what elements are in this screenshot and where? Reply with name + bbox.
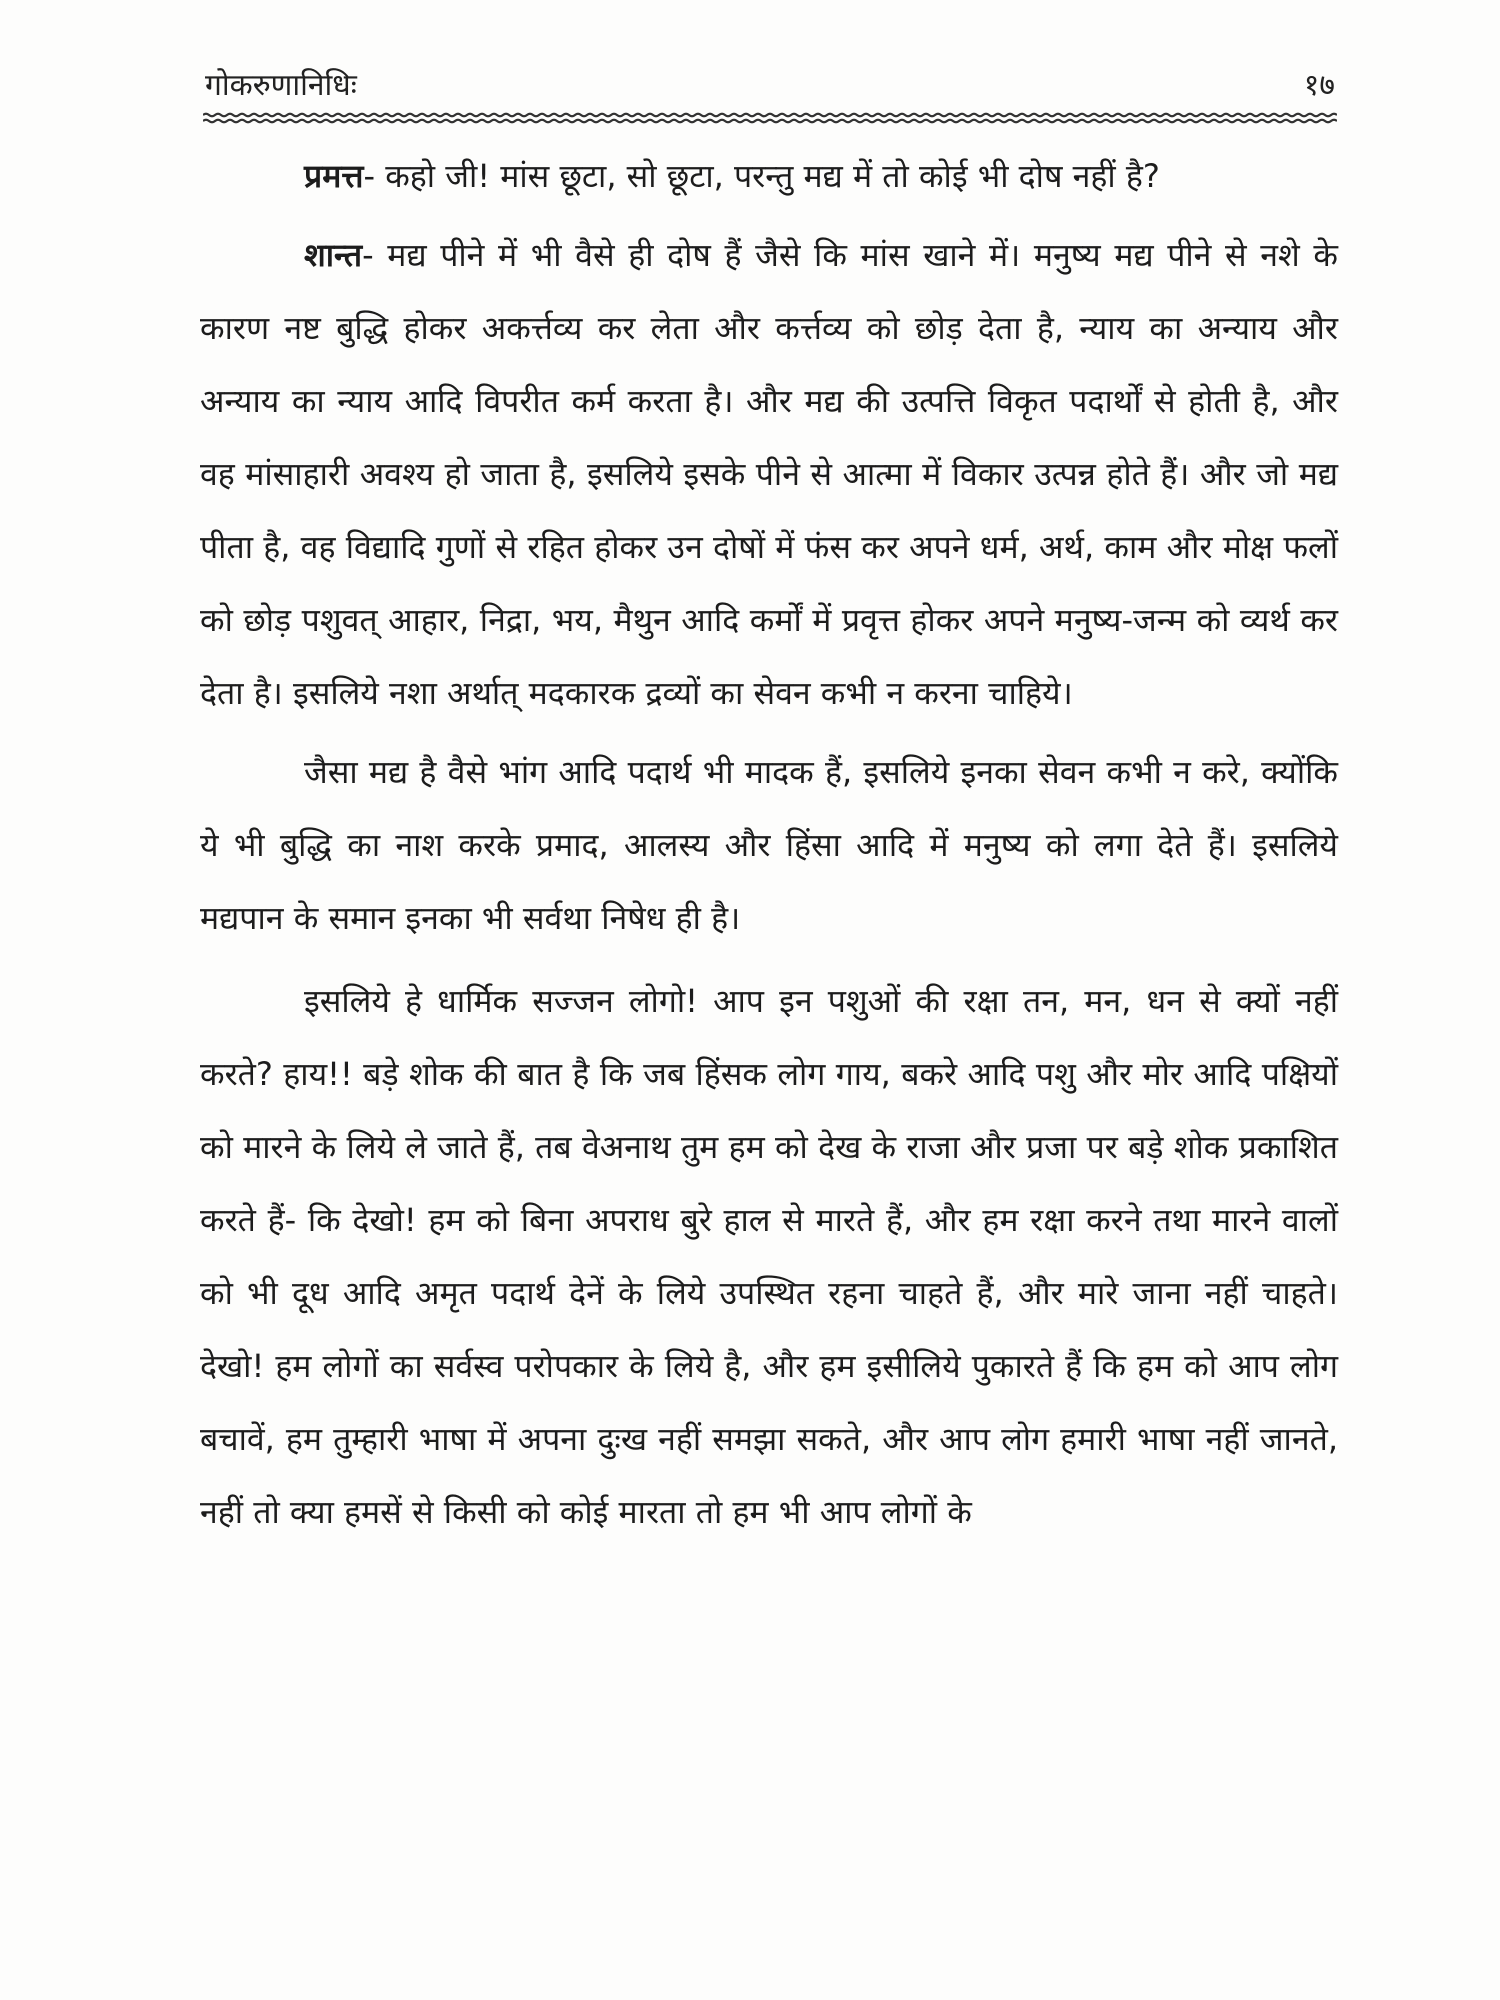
page-header xyxy=(205,62,1335,110)
body-text xyxy=(200,140,1338,1555)
speaker-label: प्रमत्त xyxy=(304,157,364,195)
paragraph-text: - मद्य पीने में भी वैसे ही दोष हैं जैसे कि मांस खाने में। मनुष्य मद्य पीने से नशे के कारण नष्ट बुद्धि होकर अकर्त्तव्य कर लेता और कर्त्तव्य को छोड़ देता है, न्याय का अन्याय और अन्याय का न्याय आदि विपरीत कर्म करता है। और मद्य की उत्पत्ति विकृत पदार्थों से होती है, और वह मांसाहारी अवश्य हो जाता है, इसलिये इसके पीने से आत्मा में विकार उत्पन्न होते हैं। और जो मद्य पीता है, वह विद्यादि गुणों से रहित होकर उन दोषों में फंस कर अपने धर्म, अर्थ, काम और मोक्ष फलों को छोड़ पशुवत् आहार, निद्रा, भय, मैथुन आदि कर्मों में प्रवृत्त होकर अपने मनुष्य-जन्म को व्यर्थ कर देता है। इसलिये नशा अर्थात् मदकारक द्रव्यों का सेवन कभी न करना चाहिये। xyxy=(200,236,1338,712)
paragraph-text: जैसा मद्य है वैसे भांग आदि पदार्थ भी मादक हैं, इसलिये इनका सेवन कभी न करे, क्योंकि ये भी बुद्धि का नाश करके प्रमाद, आलस्य और हिंसा आदि में मनुष्य को लगा देते हैं। इसलिये मद्यपान के समान इनका भी सर्वथा निषेध ही है। xyxy=(200,753,1338,937)
page-number: १७ xyxy=(1303,68,1335,103)
paragraph-pramatta xyxy=(200,140,1338,213)
paragraph-shanta xyxy=(200,219,1338,730)
paragraph-bhang xyxy=(200,736,1338,955)
paragraph-appeal xyxy=(200,965,1338,1549)
running-title: गोकरुणानिधिः xyxy=(205,68,357,103)
wavy-rule-divider xyxy=(203,110,1337,126)
paragraph-text: इसलिये हे धार्मिक सज्जन लोगो! आप इन पशुओं की रक्षा तन, मन, धन से क्यों नहीं करते? हाय!! बड़े शोक की बात है कि जब हिंसक लोग गाय, बकरे आदि पशु और मोर आदि पक्षियों को मारने के लिये ले जाते हैं, तब वेअनाथ तुम हम को देख के राजा और प्रजा पर बड़े शोक प्रकाशित करते हैं- कि देखो! हम को बिना अपराध बुरे हाल से मारते हैं, और हम रक्षा करने तथा मारने वालों को भी दूध आदि अमृत पदार्थ देनें के लिये उपस्थित रहना चाहते हैं, और मारे जाना नहीं चाहते। देखो! हम लोगों का सर्वस्व परोपकार के लिये है, और हम इसीलिये पुकारते हैं कि हम को आप लोग बचावें, हम तुम्हारी भाषा में अपना दुःख नहीं समझा सकते, और आप लोग हमारी भाषा नहीं जानते, नहीं तो क्या हमसें से किसी को कोई मारता तो हम भी आप लोगों के xyxy=(200,982,1338,1531)
speaker-label: शान्त xyxy=(304,236,363,274)
paragraph-text: - कहो जी! मांस छूटा, सो छूटा, परन्तु मद्य में तो कोई भी दोष नहीं है? xyxy=(363,157,1160,195)
